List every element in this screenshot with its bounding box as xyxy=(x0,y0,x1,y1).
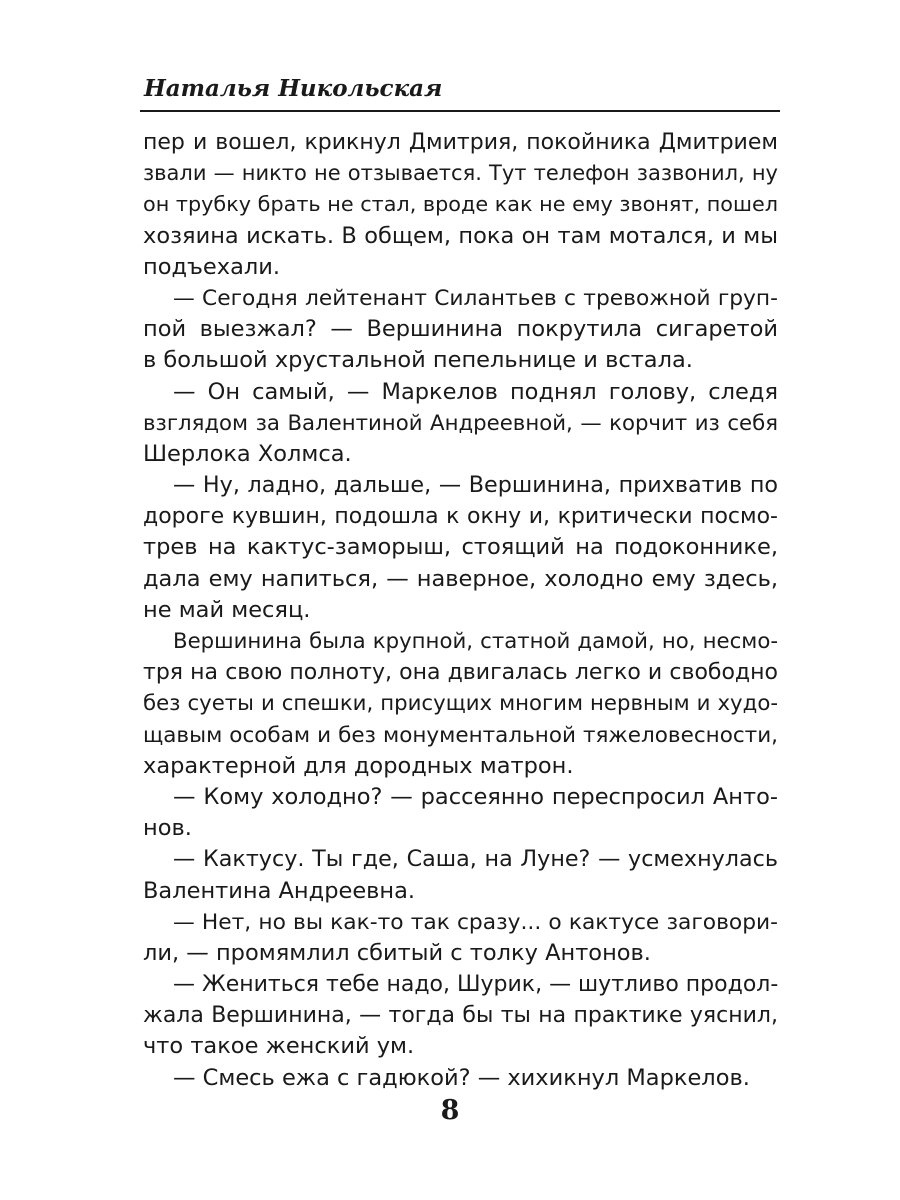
text-line: тря на свою полноту, она двигалась легко и свободно xyxy=(143,660,778,686)
text-line: подъехали. xyxy=(143,253,281,280)
text-line: в большой хрустальной пепельнице и встала. xyxy=(143,347,693,374)
text-line: что такое женский ум. xyxy=(143,1033,415,1060)
text-line: — Он самый, — Маркелов поднял голову, следя xyxy=(173,378,778,405)
text-line: дороге кувшин, подошла к окну и, критически посмо- xyxy=(143,504,778,530)
body-text xyxy=(143,127,778,1094)
header-rule xyxy=(140,110,780,112)
text-line: характерной для дородных матрон. xyxy=(143,752,574,779)
text-line: жала Вершинина, — тогда бы ты на практике уяснил, xyxy=(143,1003,778,1029)
running-header xyxy=(140,70,780,114)
text-line: пер и вошел, крикнул Дмитрия, покойника Дмитрием xyxy=(143,130,778,155)
text-line: дала ему напиться, — наверное, холодно ему здесь, xyxy=(143,565,778,592)
text-line: хозяина искать. В общем, пока он там мотался, и мы xyxy=(143,222,778,249)
text-line: — Ну, ладно, дальше, — Вершинина, прихватив по xyxy=(173,472,778,499)
text-line: Валентина Андреевна. xyxy=(143,877,416,904)
text-line: — Нет, но вы как-то так сразу... о кактусе заговори- xyxy=(173,909,778,935)
text-line: ли, — промямлил сбитый с толку Антонов. xyxy=(143,939,651,966)
text-line: — Жениться тебе надо, Шурик, — шутливо продол- xyxy=(173,972,778,998)
text-line: Шерлока Холмса. xyxy=(143,440,352,467)
text-line: щавым особам и без монументальной тяжеловесности, xyxy=(143,722,778,748)
text-line: — Кому холодно? — рассеянно переспросил Анто- xyxy=(173,783,778,810)
text-line: — Кактусу. Ты где, Саша, на Луне? — усмехнулась xyxy=(173,846,778,873)
text-line: Вершинина была крупной, статной дамой, но, несмо- xyxy=(173,629,778,654)
text-line: звали — никто не отзывается. Тут телефон зазвонил, ну xyxy=(143,161,778,186)
text-line: не май месяц. xyxy=(143,596,311,623)
text-line: без суеты и спешки, присущих многим нервным и худо- xyxy=(143,691,778,717)
text-line: пой выезжал? — Вершинина покрутила сигаретой xyxy=(143,316,778,343)
text-line: — Смесь ежа с гадюкой? — хихикнул Маркелов. xyxy=(173,1064,750,1091)
author-name: Наталья Никольская xyxy=(144,75,443,102)
text-line: трев на кактус-заморыш, стоящий на подоконнике, xyxy=(143,534,778,561)
text-line: нов. xyxy=(143,815,192,842)
text-line: он трубку брать не стал, вроде как не ему звонят, пошел xyxy=(143,192,778,217)
text-line: взглядом за Валентиной Андреевной, — корчит из себя xyxy=(143,410,778,436)
page-number: 8 xyxy=(440,1095,460,1126)
text-line: — Сегодня лейтенант Силантьев с тревожной груп- xyxy=(173,285,778,311)
